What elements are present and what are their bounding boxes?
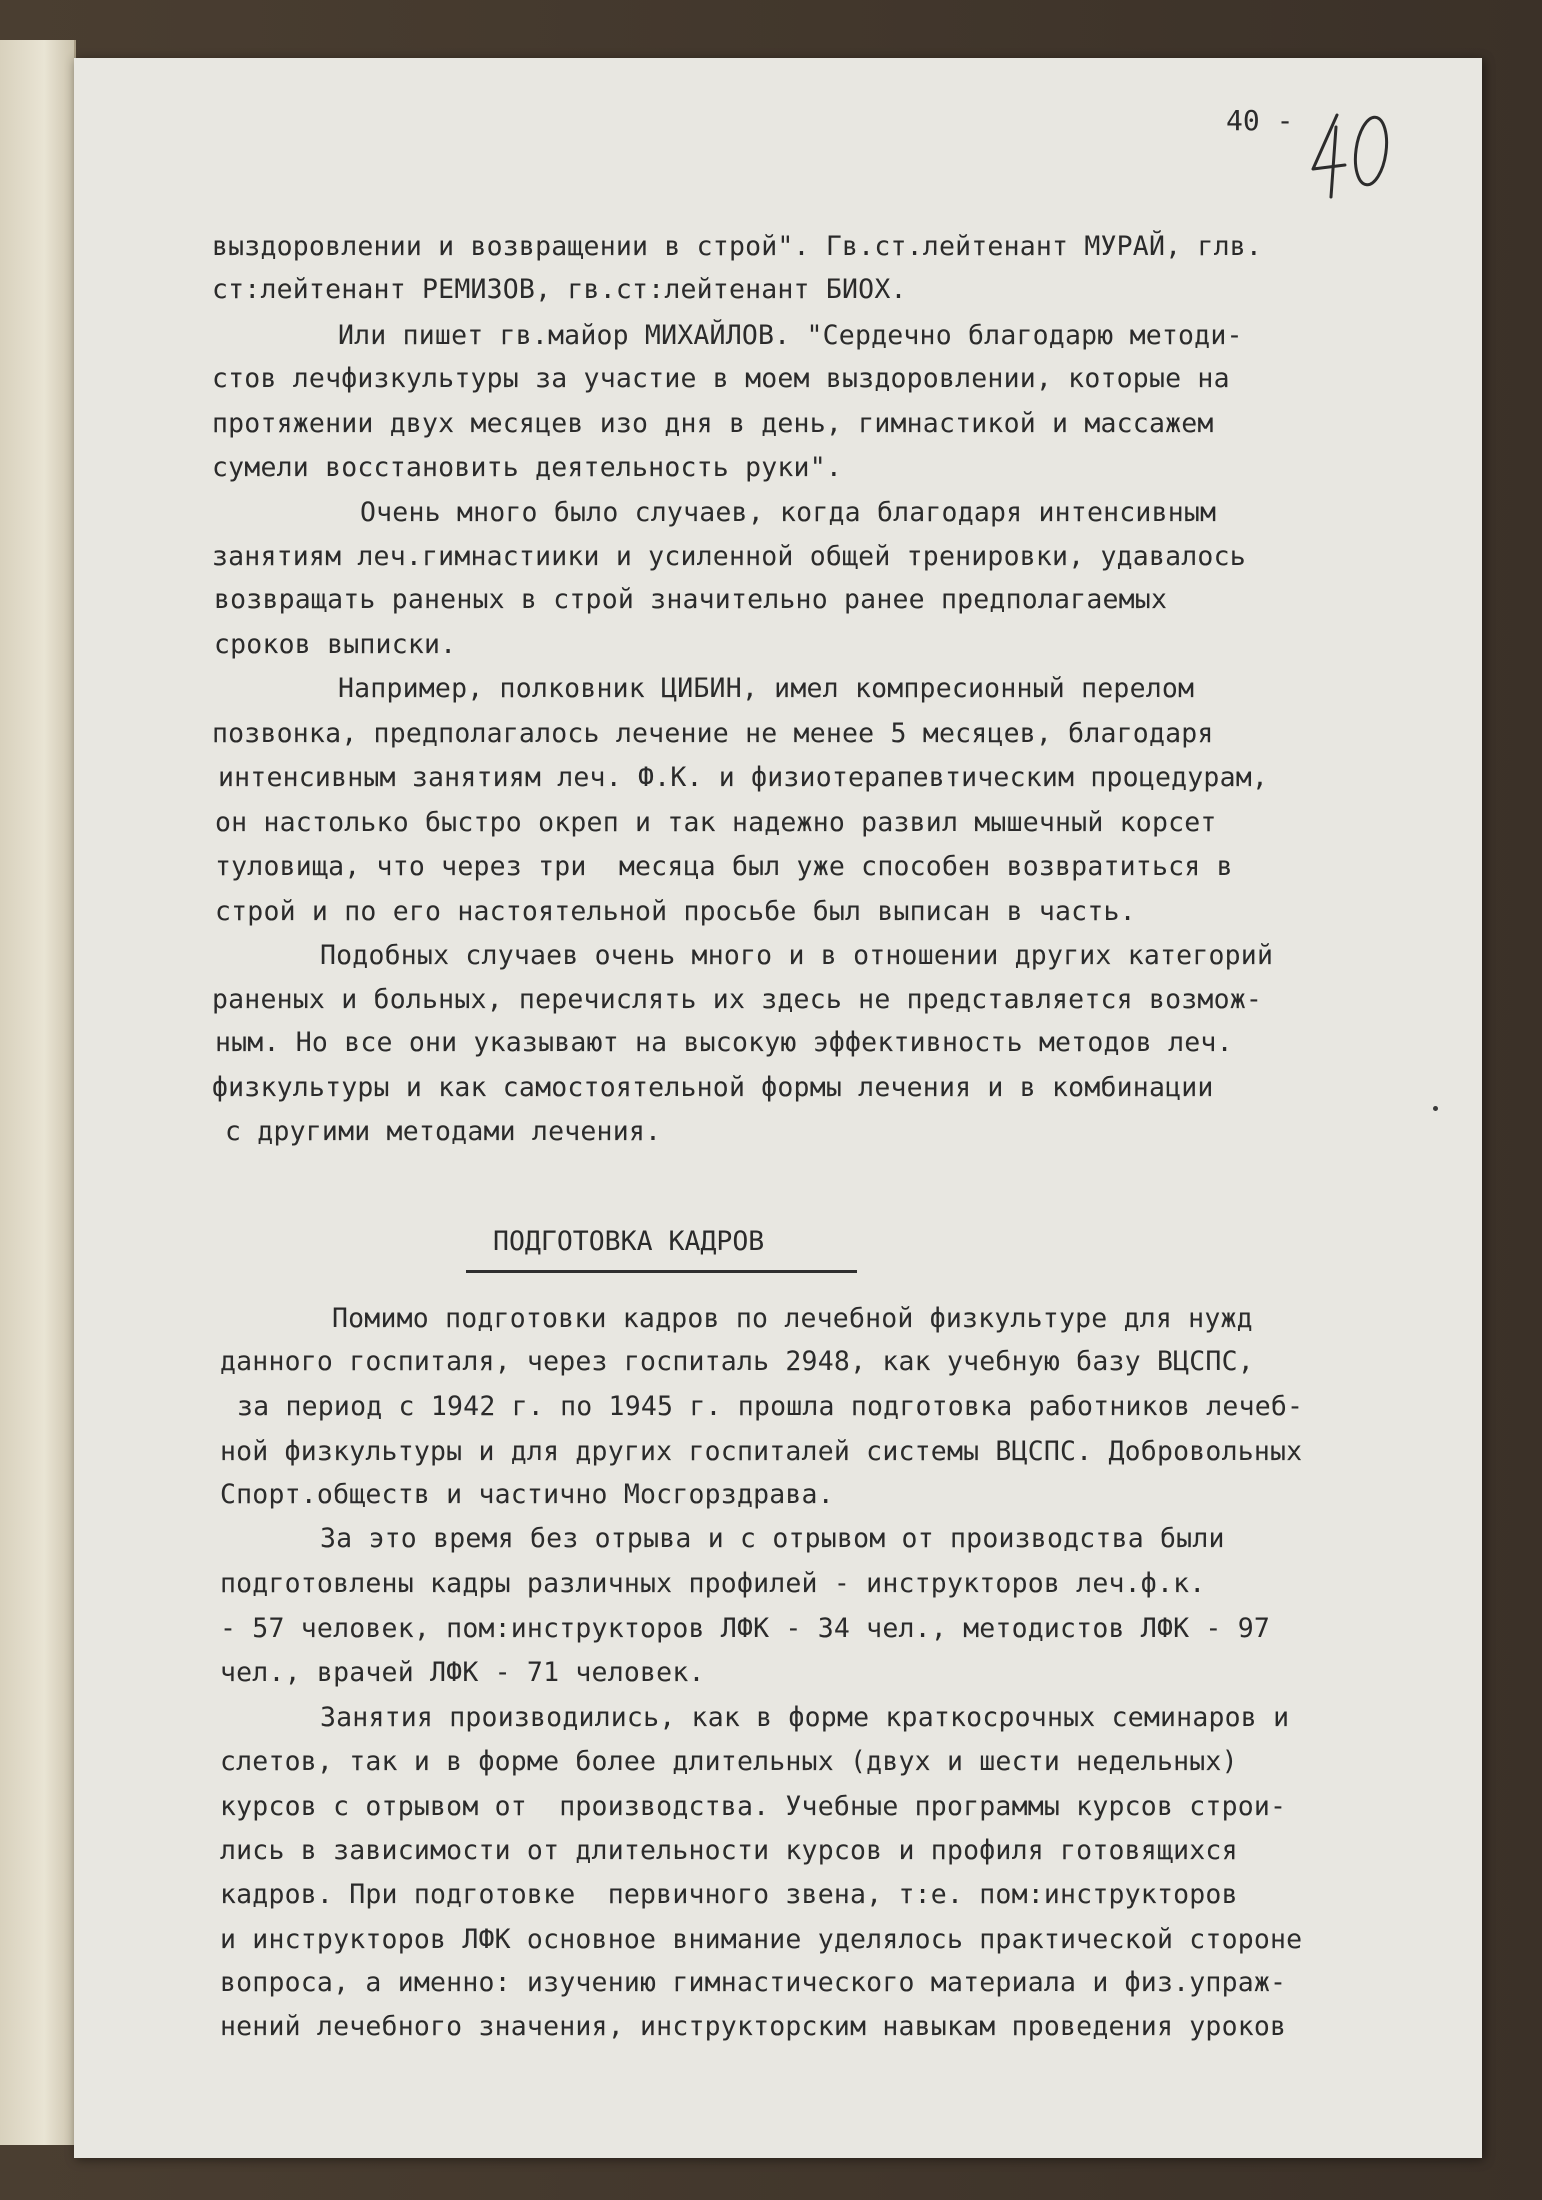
text-line: ной физкультуры и для других госпиталей системы ВЦСПС. Добровольных	[220, 1436, 1303, 1467]
text-line: стов лечфизкультуры за участие в моем выздоровлении, которые на	[212, 363, 1230, 394]
text-line: ным. Но все они указывают на высокую эффективность методов леч.	[215, 1027, 1233, 1058]
text-line: - 57 человек, пом:инструкторов ЛФК - 34 чел., методистов ЛФК - 97	[220, 1613, 1271, 1644]
text-line: сроков выписки.	[214, 629, 457, 660]
section-heading: ПОДГОТОВКА КАДРОВ	[493, 1226, 765, 1257]
text-line: Например, полковник ЦИБИН, имел компресионный перелом	[338, 673, 1195, 704]
text-line: Помимо подготовки кадров по лечебной физкультуре для нужд	[332, 1303, 1253, 1334]
text-line: подготовлены кадры различных профилей - инструкторов леч.ф.к.	[220, 1568, 1206, 1599]
previous-page-edge	[0, 40, 76, 2145]
text-line: протяжении двух месяцев изо дня в день, гимнастикой и массажем	[212, 408, 1214, 439]
text-line: строй и по его настоятельной просьбе был выписан в часть.	[215, 896, 1136, 927]
handwritten-page-number	[1303, 111, 1395, 201]
text-line: Очень много было случаев, когда благодаря интенсивным	[360, 497, 1217, 528]
text-line: За это время без отрыва и с отрывом от производства были	[320, 1523, 1225, 1554]
text-line: сумели восстановить деятельность руки".	[212, 452, 843, 483]
text-line: выздоровлении и возвращении в строй". Гв.ст.лейтенант МУРАЙ, глв.	[212, 231, 1263, 262]
text-line: интенсивным занятиям леч. Ф.К. и физиотерапевтическим процедурам,	[218, 762, 1269, 793]
text-line: позвонка, предполагалось лечение не менее 5 месяцев, благодаря	[212, 718, 1214, 749]
text-line: возвращать раненых в строй значительно ранее предполагаемых	[214, 584, 1168, 615]
text-line: физкультуры и как самостоятельной формы лечения и в комбинации	[212, 1072, 1214, 1103]
text-line: ст:лейтенант РЕМИЗОВ, гв.ст:лейтенант БИОХ.	[212, 274, 907, 305]
text-line: занятиям леч.гимнастиики и усиленной общей тренировки, удавалось	[212, 541, 1246, 572]
ink-speck	[1433, 1106, 1438, 1111]
text-line: он настолько быстро окреп и так надежно развил мышечный корсет	[215, 807, 1217, 838]
text-line: Занятия производились, как в форме краткосрочных семинаров и	[320, 1702, 1290, 1733]
text-line: слетов, так и в форме более длительных (двух и шести недельных)	[220, 1746, 1238, 1777]
text-line: вопроса, а именно: изучению гимнастического материала и физ.упраж-	[220, 1967, 1287, 1998]
text-line: с другими методами лечения.	[225, 1116, 662, 1147]
text-line: кадров. При подготовке первичного звена, т:е. пом:инструкторов	[220, 1879, 1238, 1910]
text-line: за период с 1942 г. по 1945 г. прошла подготовка работников лечеб-	[237, 1391, 1304, 1422]
text-line: Подобных случаев очень много и в отношении других категорий	[320, 940, 1274, 971]
text-line: Спорт.обществ и частично Мосгорздрава.	[220, 1479, 834, 1510]
heading-underline	[466, 1270, 857, 1273]
typed-page-number: 40 -	[1226, 104, 1294, 137]
text-line: нений лечебного значения, инструкторским навыкам проведения уроков	[220, 2011, 1287, 2042]
text-line: чел., врачей ЛФК - 71 человек.	[220, 1657, 705, 1688]
text-line: лись в зависимости от длительности курсов и профиля готовящихся	[220, 1835, 1238, 1866]
text-line: курсов с отрывом от производства. Учебные программы курсов строи-	[220, 1791, 1287, 1822]
text-line: раненых и больных, перечислять их здесь не представляется возмож-	[212, 984, 1263, 1015]
text-line: Или пишет гв.майор МИХАЙЛОВ. "Сердечно благодарю методи-	[338, 320, 1243, 351]
text-line: туловища, что через три месяца был уже способен возвратиться в	[215, 851, 1233, 882]
text-line: данного госпиталя, через госпиталь 2948, как учебную базу ВЦСПС,	[220, 1346, 1254, 1377]
text-line: и инструкторов ЛФК основное внимание уделялось практической стороне	[220, 1924, 1303, 1955]
